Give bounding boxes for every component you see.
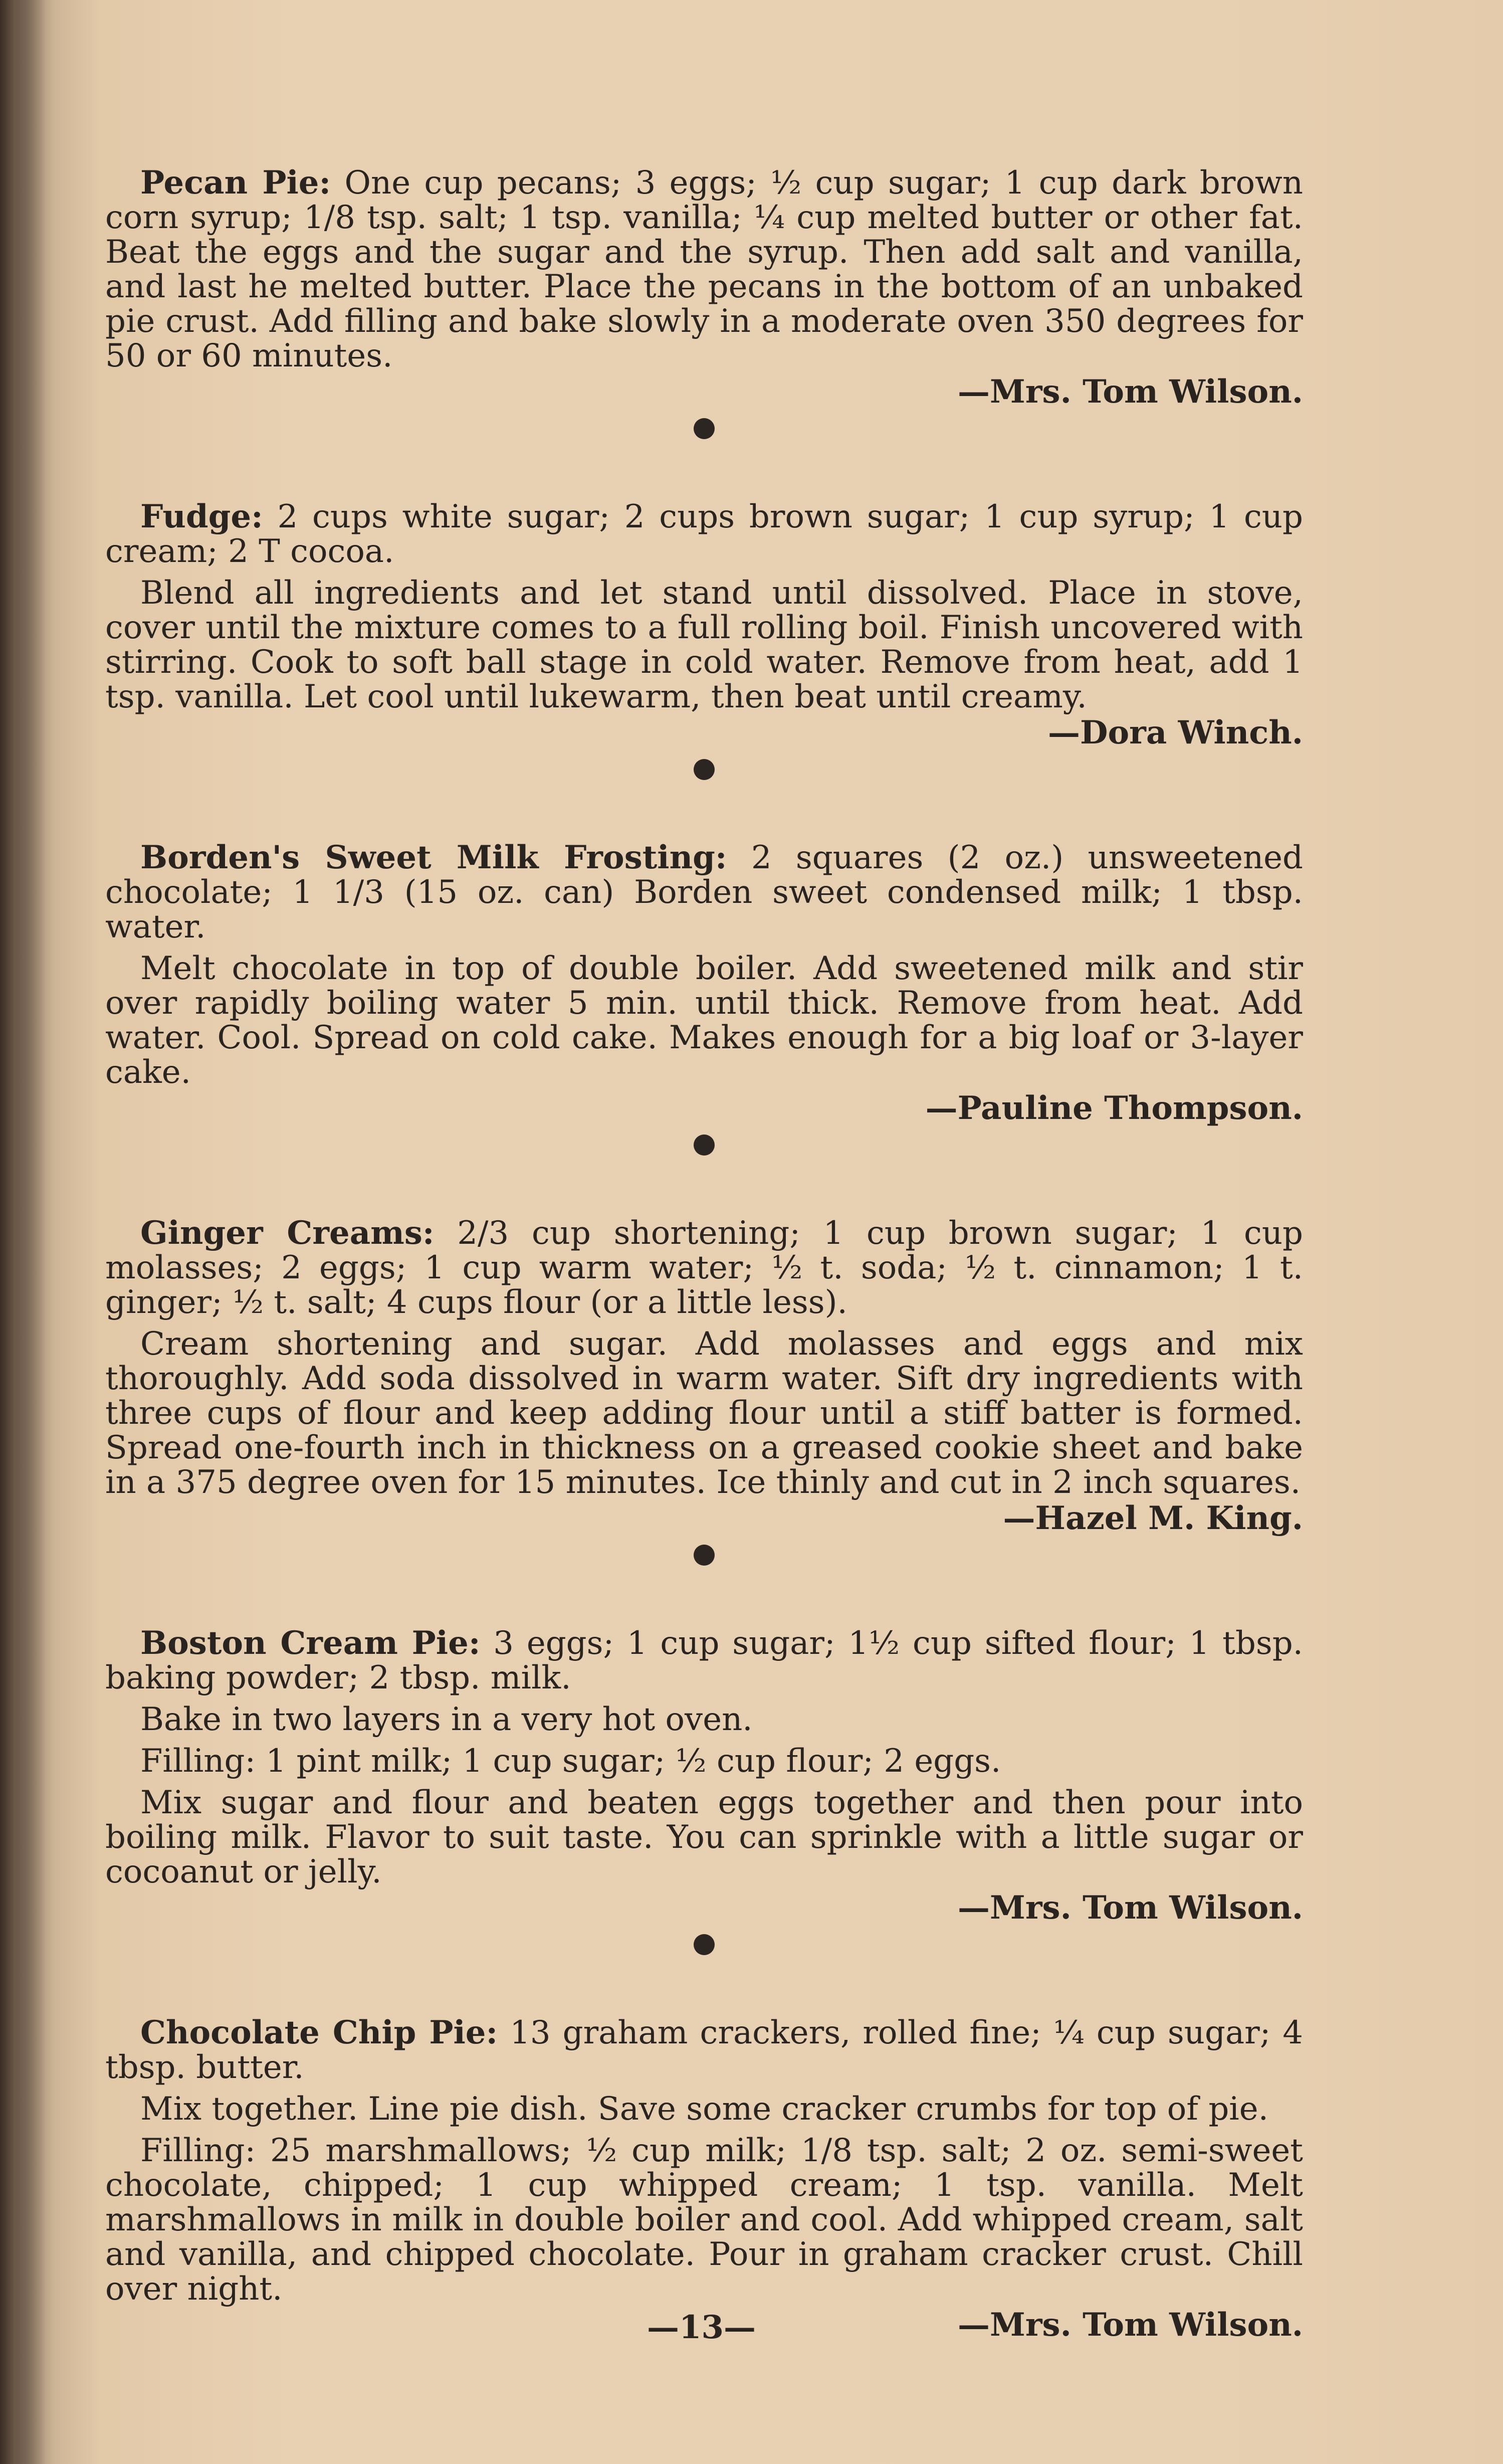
recipe-block	[105, 499, 1303, 750]
recipe-text: Bake in two layers in a very hot oven.	[140, 1701, 753, 1738]
recipe-credit: —Hazel M. King.	[1003, 1499, 1303, 1537]
recipe-paragraph	[105, 840, 1303, 944]
book-binding-shadow	[0, 0, 45, 2464]
recipe-text: 2 squares (2 oz.) unsweetened chocolate; 1 1/3 (15 oz. can) Borden sweet condensed milk; 1 tbsp. water.	[105, 839, 1304, 945]
recipe-paragraph	[105, 2134, 1303, 2307]
recipe-paragraph	[105, 1744, 1303, 1779]
recipe-text: Blend all ingredients and let stand until dissolved. Place in stove, cover until the mixture comes to a full rolling boil. Finish uncovered with stirring. Cook to soft ball stage in cold water. Remove from heat, add 1 tsp. vanilla. Let cool until lukewarm, then beat until creamy.	[105, 575, 1303, 715]
recipe-credit: —Mrs. Tom Wilson.	[957, 373, 1303, 411]
recipe-block	[105, 840, 1303, 1125]
recipe-credit: —Mrs. Tom Wilson.	[957, 1889, 1303, 1927]
separator-bullet	[694, 418, 715, 439]
recipe-text: One cup pecans; 3 eggs; ½ cup sugar; 1 cup dark brown corn syrup; 1/8 tsp. salt; 1 tsp. vanilla; ¼ cup melted butter or other fat. Beat the eggs and the sugar and the syrup. Then add salt and vanilla, and last he melted butter. Place the pecans in the bottom of an unbaked pie crust. Add filling and bake slowly in a moderate oven 350 degrees for 50 or 60 minutes.	[105, 164, 1304, 374]
recipe-block	[105, 2015, 1303, 2342]
recipe-title: Pecan Pie:	[140, 164, 331, 202]
recipe-paragraph	[105, 499, 1303, 569]
recipe-paragraph	[105, 576, 1303, 714]
recipe-paragraph	[105, 2092, 1303, 2127]
recipe-block	[105, 1626, 1303, 1925]
recipe-credit: —Dora Winch.	[1047, 714, 1303, 751]
recipe-text: 2 cups white sugar; 2 cups brown sugar; 1 cup syrup; 1 cup cream; 2 T cocoa.	[105, 498, 1304, 570]
recipe-paragraph	[105, 952, 1303, 1090]
recipe-paragraph	[105, 1786, 1303, 1889]
recipe-text: Mix sugar and flour and beaten eggs together and then pour into boiling milk. Flavor to suit taste. You can sprinkle with a little sugar or cocoanut or jelly.	[105, 1784, 1303, 1890]
recipe-list	[105, 165, 1303, 2342]
recipe-text: 3 eggs; 1 cup sugar; 1½ cup sifted flour; 1 tbsp. baking powder; 2 tbsp. milk.	[105, 1625, 1304, 1696]
recipe-text: Mix together. Line pie dish. Save some cracker crumbs for top of pie.	[140, 2091, 1268, 2128]
recipe-paragraph	[105, 1626, 1303, 1695]
recipe-title: Fudge:	[140, 498, 263, 535]
recipe-paragraph	[105, 1327, 1303, 1500]
recipe-credit: —Mrs. Tom Wilson.	[957, 2306, 1303, 2344]
recipe-title: Boston Cream Pie:	[140, 1624, 481, 1662]
recipe-paragraph	[105, 165, 1303, 373]
separator-bullet	[694, 1934, 715, 1955]
recipe-text: 2/3 cup shortening; 1 cup brown sugar; 1 cup molasses; 2 eggs; 1 cup warm water; ½ t. soda; ½ t. cinnamon; 1 t. ginger; ½ t. salt; 4 cups flour (or a little less).	[105, 1215, 1304, 1321]
recipe-title: Chocolate Chip Pie:	[140, 2014, 498, 2051]
recipe-text: Melt chocolate in top of double boiler. Add sweetened milk and stir over rapidly boiling water 5 min. until thick. Remove from heat. Add water. Cool. Spread on cold cake. Makes enough for a big loaf or 3-layer cake.	[105, 950, 1303, 1091]
separator-bullet	[694, 1134, 715, 1156]
recipe-text: Filling: 1 pint milk; 1 cup sugar; ½ cup flour; 2 eggs.	[140, 1743, 1001, 1780]
page-number: —13—	[647, 2309, 756, 2346]
recipe-paragraph	[105, 1702, 1303, 1737]
recipe-paragraph	[105, 2015, 1303, 2085]
recipe-title: Ginger Creams:	[140, 1214, 435, 1252]
separator-bullet	[694, 759, 715, 780]
recipe-text: Filling: 25 marshmallows; ½ cup milk; 1/8 tsp. salt; 2 oz. semi-sweet chocolate, chipped; 1 cup whipped cream; 1 tsp. vanilla. Melt marshmallows in milk in double boiler and cool. Add whipped cream, salt and vanilla, and chipped chocolate. Pour in graham cracker crust. Chill over night.	[105, 2132, 1303, 2308]
recipe-block	[105, 1216, 1303, 1536]
recipe-block	[105, 165, 1303, 409]
recipe-title: Borden's Sweet Milk Frosting:	[140, 839, 727, 876]
separator-bullet	[694, 1545, 715, 1566]
recipe-text: 13 graham crackers, rolled fine; ¼ cup sugar; 4 tbsp. butter.	[105, 2014, 1304, 2086]
recipe-paragraph	[105, 1216, 1303, 1320]
recipe-text: Cream shortening and sugar. Add molasses and eggs and mix thoroughly. Add soda dissolved in warm water. Sift dry ingredients with three cups of flour and keep adding flour until a stiff batter is formed. Spread one-fourth inch in thickness on a greased cookie sheet and bake in a 375 degree oven for 15 minutes. Ice thinly and cut in 2 inch squares.	[105, 1325, 1303, 1501]
recipe-credit: —Pauline Thompson.	[925, 1089, 1303, 1127]
